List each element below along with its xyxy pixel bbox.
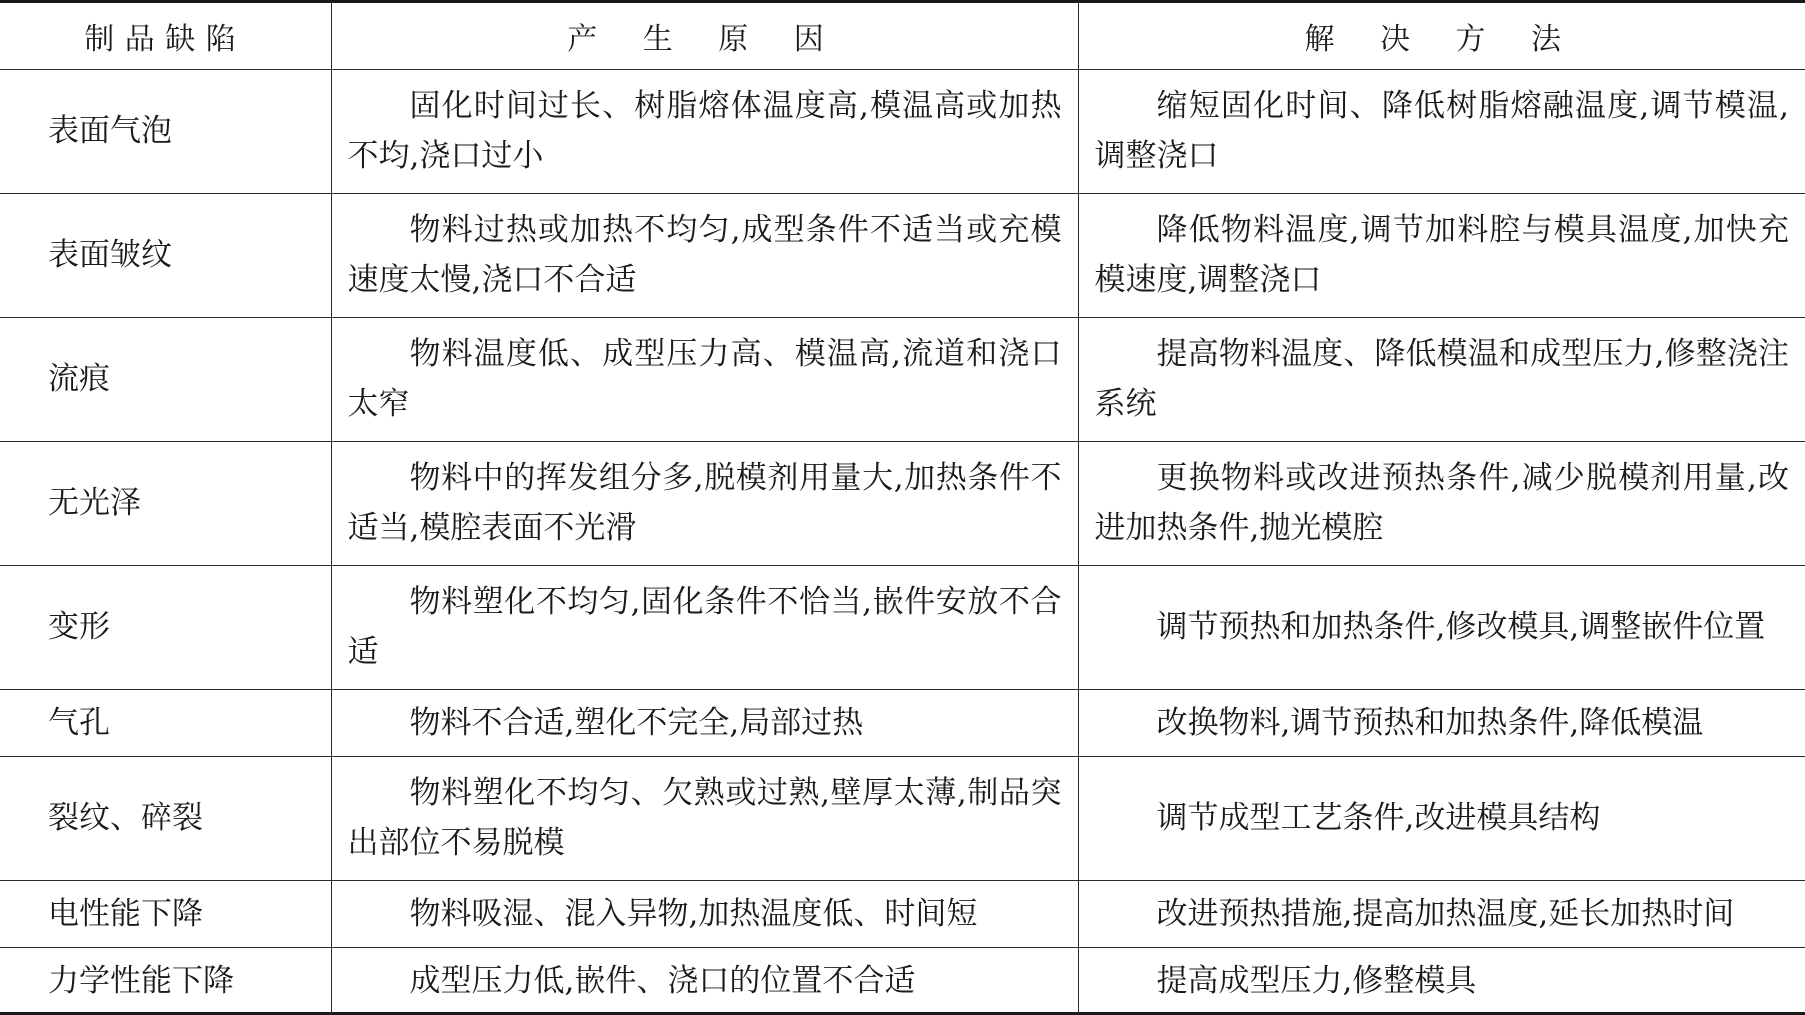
defect-cell: 力学性能下降 xyxy=(0,947,331,1014)
table-row xyxy=(0,880,1805,947)
table-row xyxy=(0,756,1805,880)
header-cause: 产 生 原 因 xyxy=(331,3,1078,69)
defect-cell: 表面气泡 xyxy=(0,69,331,193)
cause-cell: 成型压力低,嵌件、浇口的位置不合适 xyxy=(331,947,1078,1014)
solution-cell: 提高成型压力,修整模具 xyxy=(1078,947,1805,1014)
header-defect: 制品缺陷 xyxy=(0,3,331,69)
table-header-row xyxy=(0,3,1805,69)
solution-cell: 缩短固化时间、降低树脂熔融温度,调节模温,调整浇口 xyxy=(1078,69,1805,193)
table-row xyxy=(0,565,1805,689)
table-row xyxy=(0,947,1805,1014)
solution-cell: 改换物料,调节预热和加热条件,降低模温 xyxy=(1078,689,1805,756)
table-row xyxy=(0,441,1805,565)
solution-cell: 调节成型工艺条件,改进模具结构 xyxy=(1078,756,1805,880)
cause-cell: 物料塑化不均匀、欠熟或过熟,壁厚太薄,制品突出部位不易脱模 xyxy=(331,756,1078,880)
table-row xyxy=(0,689,1805,756)
solution-cell: 改进预热措施,提高加热温度,延长加热时间 xyxy=(1078,880,1805,947)
table-row xyxy=(0,193,1805,317)
solution-cell: 更换物料或改进预热条件,减少脱模剂用量,改进加热条件,抛光模腔 xyxy=(1078,441,1805,565)
table-row xyxy=(0,69,1805,193)
table-row xyxy=(0,317,1805,441)
cause-cell: 物料中的挥发组分多,脱模剂用量大,加热条件不适当,模腔表面不光滑 xyxy=(331,441,1078,565)
cause-cell: 物料塑化不均匀,固化条件不恰当,嵌件安放不合适 xyxy=(331,565,1078,689)
cause-cell: 物料吸湿、混入异物,加热温度低、时间短 xyxy=(331,880,1078,947)
defect-cell: 变形 xyxy=(0,565,331,689)
header-solution: 解 决 方 法 xyxy=(1078,3,1805,69)
solution-cell: 调节预热和加热条件,修改模具,调整嵌件位置 xyxy=(1078,565,1805,689)
defect-cell: 电性能下降 xyxy=(0,880,331,947)
cause-cell: 物料过热或加热不均匀,成型条件不适当或充模速度太慢,浇口不合适 xyxy=(331,193,1078,317)
cause-cell: 物料温度低、成型压力高、模温高,流道和浇口太窄 xyxy=(331,317,1078,441)
defect-cell: 流痕 xyxy=(0,317,331,441)
cause-cell: 固化时间过长、树脂熔体温度高,模温高或加热不均,浇口过小 xyxy=(331,69,1078,193)
defect-cell: 无光泽 xyxy=(0,441,331,565)
defect-cell: 裂纹、碎裂 xyxy=(0,756,331,880)
cause-cell: 物料不合适,塑化不完全,局部过热 xyxy=(331,689,1078,756)
solution-cell: 降低物料温度,调节加料腔与模具温度,加快充模速度,调整浇口 xyxy=(1078,193,1805,317)
defect-cell: 气孔 xyxy=(0,689,331,756)
defect-cell: 表面皱纹 xyxy=(0,193,331,317)
solution-cell: 提高物料温度、降低模温和成型压力,修整浇注系统 xyxy=(1078,317,1805,441)
defect-table-grid xyxy=(0,3,1805,1014)
